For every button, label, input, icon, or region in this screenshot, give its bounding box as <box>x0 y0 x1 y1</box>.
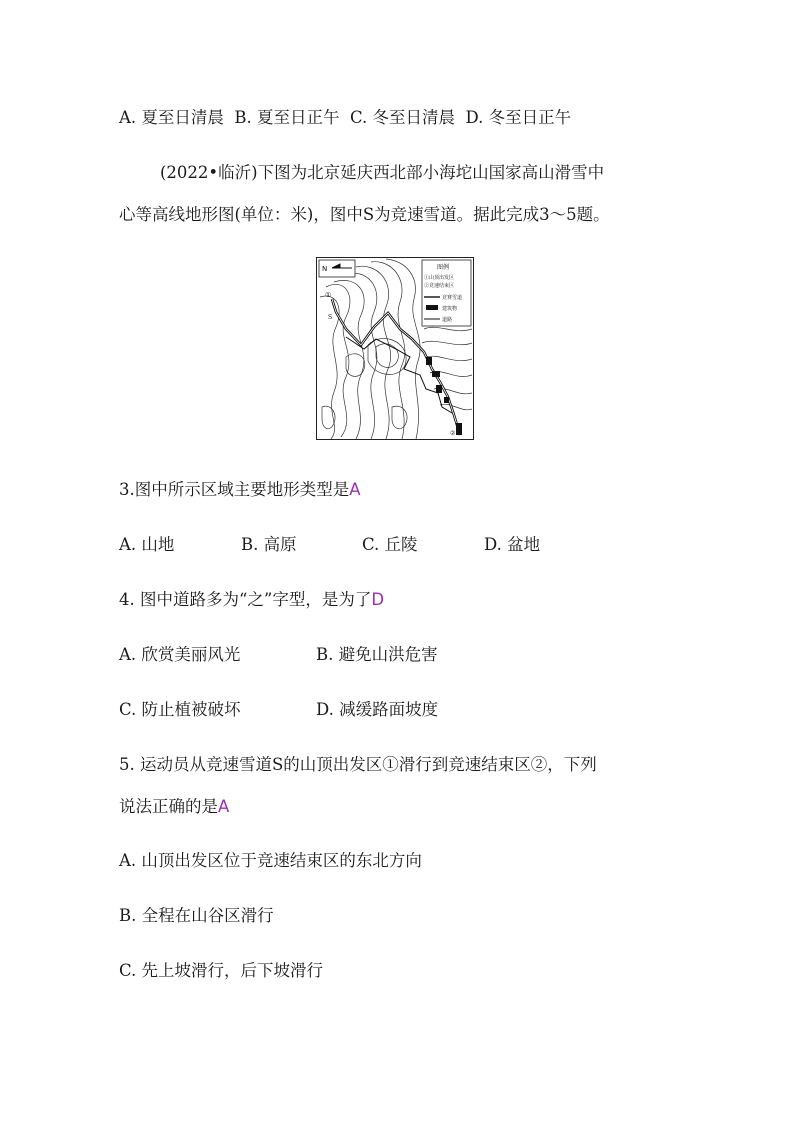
q4-answer: D <box>371 590 385 609</box>
intro-line-2: 心等高线地形图(单位：米)，图中S为竞速雪道。据此完成3～5题。 <box>119 205 610 224</box>
q5-option-a: A. 山顶出发区位于竞速结束区的东北方向 <box>119 851 422 870</box>
north-label: N <box>322 265 328 273</box>
q4-stem: 4. 图中道路多为“之”字型，是为了D <box>119 590 385 609</box>
q3-stem: 3.图中所示区域主要地形类型是A <box>119 480 361 499</box>
q5-stem-line-2: 说法正确的是A <box>119 797 230 816</box>
intro-line-1: (2022•临沂)下图为北京延庆西北部小海坨山国家高山滑雪中 <box>160 163 605 182</box>
top-options-line: A. 夏至日清晨 B. 夏至日正午 C. 冬至日清晨 D. 冬至日正午 <box>119 108 572 127</box>
legend-item-start: ①山顶出发区 <box>424 275 455 281</box>
legend-item-building: 建筑物 <box>442 306 458 312</box>
q4-option-d: D. 减缓路面坡度 <box>316 700 439 719</box>
legend-item-course: 竞赛雪道 <box>442 295 463 301</box>
legend-item-road: 道路 <box>442 317 453 323</box>
q5-option-c: C. 先上坡滑行，后下坡滑行 <box>119 961 324 980</box>
q3-option-c: C. 丘陵 <box>362 535 418 554</box>
q3-option-d: D. 盆地 <box>484 535 541 554</box>
q5-answer: A <box>218 797 230 816</box>
q5-stem-line-1: 5. 运动员从竞速雪道S的山顶出发区①滑行到竞速结束区②，下列 <box>119 755 597 774</box>
q5-option-b: B. 全程在山谷区滑行 <box>119 906 274 925</box>
legend-title: 图例 <box>437 264 450 271</box>
marker-finish: ② <box>450 430 456 437</box>
marker-s: S <box>328 314 333 321</box>
contour-map <box>316 257 474 440</box>
q4-option-c: C. 防止植被破坏 <box>119 700 241 719</box>
marker-start: ① <box>325 291 332 299</box>
q3-option-b: B. 高原 <box>241 535 297 554</box>
q4-option-b: B. 避免山洪危害 <box>316 645 438 664</box>
q3-option-a: A. 山地 <box>119 535 175 554</box>
q4-option-a: A. 欣赏美丽风光 <box>119 645 241 664</box>
legend-item-finish: ②竞速结束区 <box>424 283 455 289</box>
q3-answer: A <box>349 480 361 499</box>
